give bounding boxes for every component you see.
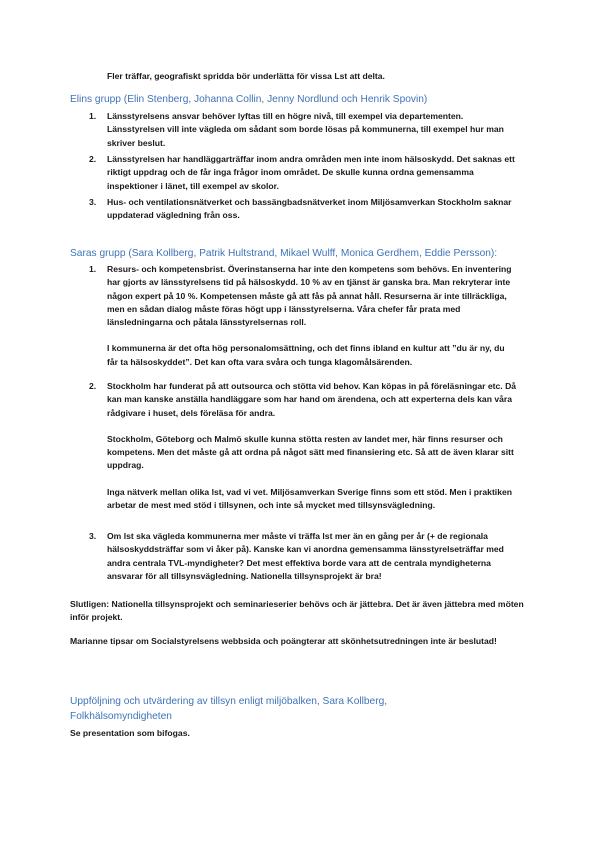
item-number: 1. <box>89 111 97 121</box>
item-paragraph: Inga nätverk mellan olika lst, vad vi vet. Miljösamverkan Sverige finns som ett stöd. Men i praktiken arbetar de mest med stöd i tillsynen, och inte så mycket med tillsynsvägledning. <box>107 486 512 511</box>
item-text: Länsstyrelsens ansvar behöver lyftas till en högre nivå, till exempel via departementen. Länsstyrelsen vill inte vägleda om sådant som borde lösas på kommunerna, till exempel hur man skriver beslut. <box>107 111 504 148</box>
intro-line: Fler träffar, geografiskt spridda bör underlätta för vissa Lst att delta. <box>107 71 385 81</box>
item-paragraph: Resurs- och kompetensbrist. Överinstanserna har inte den kompetens som behövs. En inventering har gjorts av länsstyrelsens tid på hälsoskydd. 10 % av en tjänst är ganska bra. Man rekryterar inte någon expert på 10 %. Kompetensen måste gå att fås på annat håll. Resurserna är inte tillräckliga, men en sådan dialog måste föras högt upp i länsstyrelserna. Våra chefer får prata med länsledningarna och påtala länsstyrelsernas roll. <box>107 264 512 328</box>
elins-group-heading: Elins grupp (Elin Stenberg, Johanna Collin, Jenny Nordlund och Henrik Spovin) <box>70 94 428 105</box>
item-text: Länsstyrelsen har handläggarträffar inom andra områden men inte inom hälsoskydd. Det saknas ett riktigt uppdrag och de får inga frågor inom området. De skulle kunna ordna gemensamma inspektioner i länet, till exempel av skolor. <box>107 154 515 191</box>
saras-group-heading: Saras grupp (Sara Kollberg, Patrik Hultstrand, Mikael Wulff, Monica Gerdhem, Eddie Persson): <box>70 248 498 259</box>
slutligen-lead: Slutligen: <box>70 599 110 609</box>
marianne-paragraph: Marianne tipsar om Socialstyrelsens webbsida och poängterar att skönhetsutredningen inte är beslutad! <box>70 636 497 646</box>
followup-heading-line2: Folkhälsomyndigheten <box>70 711 172 722</box>
item-number: 3. <box>89 197 97 207</box>
item-number: 1. <box>89 264 97 274</box>
slutligen-text: Nationella tillsynsprojekt och seminarieserier behövs och är jättebra. Det är även jättebra med möten inför projekt. <box>70 599 524 623</box>
item-body <box>107 380 517 512</box>
item-paragraph: Stockholm har funderat på att outsourca och stötta vid behov. Kan köpas in på föreläsningar etc. Då kan man kanske anställa handläggare som har hand om ärendena, och att experterna dels kan våra rådgivare i huset, dels föreläsa för andra. <box>107 381 517 418</box>
item-number: 2. <box>89 381 97 391</box>
followup-text: Se presentation som bifogas. <box>70 728 190 738</box>
item-text: Hus- och ventilationsnätverket och bassängbadsnätverket inom Miljösamverkan Stockholm saknar uppdaterad vägledning från oss. <box>107 197 512 221</box>
followup-heading-line1: Uppföljning och utvärdering av tillsyn enligt miljöbalken, Sara Kollberg, <box>70 696 388 707</box>
item-body <box>107 263 517 369</box>
item-number: 2. <box>89 154 97 164</box>
item-body <box>107 530 517 583</box>
item-paragraph: I kommunerna är det ofta hög personalomsättning, och det finns ibland en kultur att ”du är ny, du får ta hälsoskyddet”. Det kan ofta vara svåra och tunga klagomålsärenden. <box>107 343 505 367</box>
item-number: 3. <box>89 531 97 541</box>
slutligen-paragraph <box>70 598 530 625</box>
item-paragraph: Om lst ska vägleda kommunerna mer måste vi träffa lst mer än en gång per år (+ de regionala hälsoskyddsträffar som vi åker på). Kanske kan vi anordna gemensamma länsstyrelseträffar med andra centrala TVL-myndigheter? Det mest effektiva borde vara att de centrala myndigheterna ansvarar för all tillsynsvägledning. Nationella tillsynsprojekt är bra! <box>107 531 504 581</box>
item-paragraph: Stockholm, Göteborg och Malmö skulle kunna stötta resten av landet mer, här finns resurser och kompetens. Men det måste gå att ordna på något sätt med finansiering etc. Så att de även klarar sitt uppdrag. <box>107 433 514 471</box>
